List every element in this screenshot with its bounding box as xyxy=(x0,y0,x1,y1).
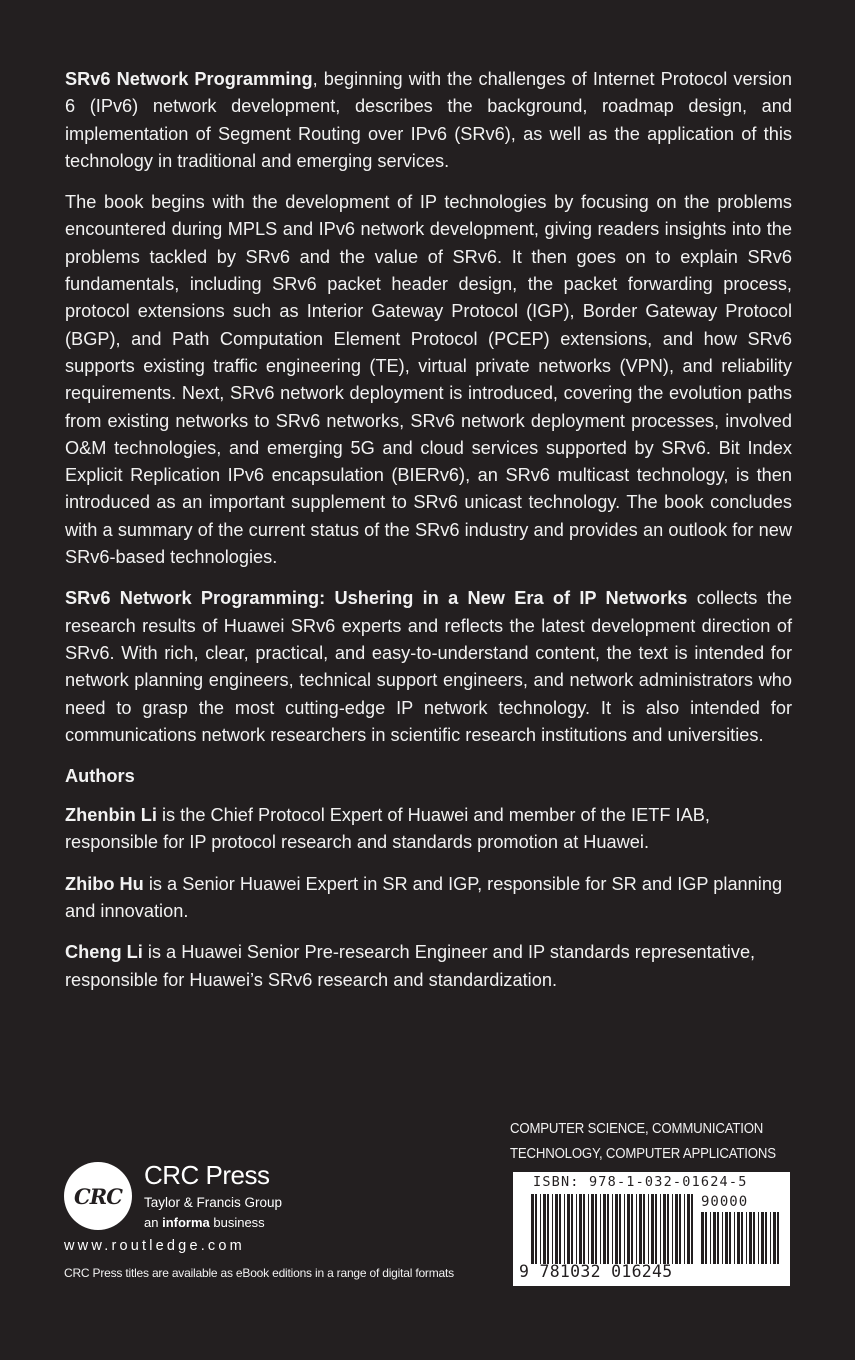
back-cover-text xyxy=(65,66,792,1008)
crc-logo-icon: CRC xyxy=(64,1162,132,1230)
barcode-bar xyxy=(612,1194,613,1264)
barcode-bar xyxy=(552,1194,553,1264)
authors-heading: Authors xyxy=(65,766,135,787)
barcode-number: 9 781032 016245 xyxy=(519,1262,673,1281)
barcode-bar xyxy=(722,1212,723,1264)
author-entry xyxy=(65,802,792,857)
barcode-bar xyxy=(540,1194,541,1264)
barcode-bar xyxy=(729,1212,731,1264)
barcode-bar xyxy=(734,1212,735,1264)
barcode-bar xyxy=(651,1194,654,1264)
barcode-bar xyxy=(615,1194,618,1264)
barcode-bar xyxy=(713,1212,716,1264)
ebook-note: CRC Press titles are available as eBook editions in a range of digital formats xyxy=(64,1266,454,1280)
barcode-bar xyxy=(655,1194,657,1264)
description-text-3: collects the research results of Huawei SRv6 experts and reflects the latest development direction of SRv6. With rich, clear, practical, and easy-to-understand content, the text is intended for network planning engineers, technical support engineers, and network administrators who need to grasp the most cutting-edge IP network technology. It is also intended for communications network researchers in scientific research institutions and universities. xyxy=(65,588,792,745)
barcode-bar xyxy=(531,1194,534,1264)
barcode-bar xyxy=(710,1212,711,1264)
author-bio: is a Senior Huawei Expert in SR and IGP, responsible for SR and IGP planning and innovation. xyxy=(65,873,783,922)
barcode-bar xyxy=(636,1194,637,1264)
business-prefix: an xyxy=(144,1215,163,1230)
book-title-bold: SRv6 Network Programming xyxy=(65,69,313,89)
barcode-bar xyxy=(663,1194,666,1264)
barcode-bar xyxy=(583,1194,585,1264)
barcode-bar xyxy=(675,1194,678,1264)
book-full-title-bold: SRv6 Network Programming: Ushering in a New Era of IP Networks xyxy=(65,588,688,609)
barcode-bar xyxy=(591,1194,594,1264)
description-paragraph-3 xyxy=(65,585,792,749)
isbn-barcode xyxy=(513,1172,790,1286)
barcode-bar xyxy=(559,1194,561,1264)
barcode-bar xyxy=(588,1194,589,1264)
price-code: 90000 xyxy=(701,1194,749,1210)
barcode-bar xyxy=(660,1194,661,1264)
barcode-bar xyxy=(687,1194,690,1264)
barcode-bar xyxy=(648,1194,649,1264)
barcode-bar xyxy=(667,1194,669,1264)
business-suffix: business xyxy=(209,1215,265,1230)
barcode-bar xyxy=(765,1212,767,1264)
barcode-bar xyxy=(705,1212,707,1264)
barcode-bar xyxy=(603,1194,606,1264)
author-entry xyxy=(65,939,792,994)
barcode-bar xyxy=(547,1194,549,1264)
publisher-website: www.routledge.com xyxy=(64,1238,245,1254)
barcode-bar xyxy=(627,1194,630,1264)
barcode-bar xyxy=(684,1194,685,1264)
barcode-bar xyxy=(600,1194,601,1264)
author-entry xyxy=(65,871,792,926)
barcode-bar xyxy=(753,1212,755,1264)
barcode-bar xyxy=(737,1212,740,1264)
barcode-bar xyxy=(595,1194,597,1264)
description-paragraph-1 xyxy=(65,66,792,175)
barcode-bar xyxy=(639,1194,642,1264)
barcode-bar xyxy=(770,1212,771,1264)
barcode-bar xyxy=(631,1194,633,1264)
barcode-bar xyxy=(643,1194,645,1264)
barcode-bar xyxy=(741,1212,743,1264)
subject-line-1: COMPUTER SCIENCE, COMMUNICATION xyxy=(510,1120,764,1137)
barcode-bar xyxy=(691,1194,693,1264)
barcode-bar xyxy=(749,1212,752,1264)
barcode-bar xyxy=(758,1212,759,1264)
barcode-bar xyxy=(701,1212,704,1264)
barcode-bar xyxy=(773,1212,776,1264)
publisher-name: CRC Press xyxy=(144,1160,270,1190)
barcode-bar xyxy=(619,1194,621,1264)
barcode-bar xyxy=(567,1194,570,1264)
barcode-bar xyxy=(746,1212,747,1264)
barcode-bar xyxy=(725,1212,728,1264)
informa-bold: informa xyxy=(162,1215,210,1230)
barcode-bar xyxy=(717,1212,719,1264)
isbn-label: ISBN: 978-1-032-01624-5 xyxy=(533,1174,748,1190)
barcode-bar xyxy=(579,1194,582,1264)
barcode-bar xyxy=(571,1194,573,1264)
barcode-bar xyxy=(679,1194,681,1264)
author-name: Cheng Li xyxy=(65,942,143,963)
barcode-bar xyxy=(555,1194,558,1264)
subject-category xyxy=(510,1116,776,1166)
barcode-bar xyxy=(761,1212,764,1264)
barcode-bar xyxy=(607,1194,609,1264)
publisher-group: Taylor & Francis Group xyxy=(144,1195,283,1210)
barcode-bar xyxy=(777,1212,779,1264)
publisher-business xyxy=(144,1214,265,1231)
author-bio: is the Chief Protocol Expert of Huawei and member of the IETF IAB, responsible for IP protocol research and standards promotion at Huawei. xyxy=(65,805,710,853)
description-paragraph-2: The book begins with the development of IP technologies by focusing on the problems encountered during MPLS and IPv6 network development, giving readers insights into the problems tackled by SRv6 and the value of SRv6. It then goes on to explain SRv6 fundamentals, including SRv6 packet header design, the packet forwarding process, protocol extensions such as Interior Gateway Protocol (IGP), Border Gateway Protocol (BGP), and Path Computation Element Protocol (PCEP) extensions, and how SRv6 supports existing traffic engineering (TE), virtual private networks (VPN), and reliability requirements. Next, SRv6 network deployment is introduced, covering the evolution paths from existing networks to SRv6 networks, SRv6 network deployment processes, involved O&M technologies, and emerging 5G and cloud services supported by SRv6. Bit Index Explicit Replication IPv6 encapsulation (BIERv6), an SRv6 multicast technology, is then introduced as an important supplement to SRv6 unicast technology. The book concludes with a summary of the current status of the SRv6 industry and provides an outlook for new SRv6-based technologies. xyxy=(65,192,792,568)
publisher-block xyxy=(64,1158,364,1268)
subject-line-2: TECHNOLOGY, COMPUTER APPLICATIONS xyxy=(510,1145,776,1162)
barcode-bar xyxy=(624,1194,625,1264)
author-name: Zhibo Hu xyxy=(65,873,144,894)
description-text-1: , beginning with the challenges of Internet Protocol version 6 (IPv6) network development, describes the background, roadmap design, and implementation of Segment Routing over IPv6 (SRv6), as well as the application of this technology in traditional and emerging services. xyxy=(65,69,792,171)
author-name: Zhenbin Li xyxy=(65,805,157,826)
barcode-bar xyxy=(543,1194,546,1264)
barcode-bar xyxy=(672,1194,673,1264)
barcode-bar xyxy=(535,1194,537,1264)
barcode-bar xyxy=(576,1194,577,1264)
barcode-bar xyxy=(564,1194,565,1264)
author-bio: is a Huawei Senior Pre-research Engineer and IP standards representative, responsible for Huawei’s SRv6 research and standardization. xyxy=(65,942,756,990)
